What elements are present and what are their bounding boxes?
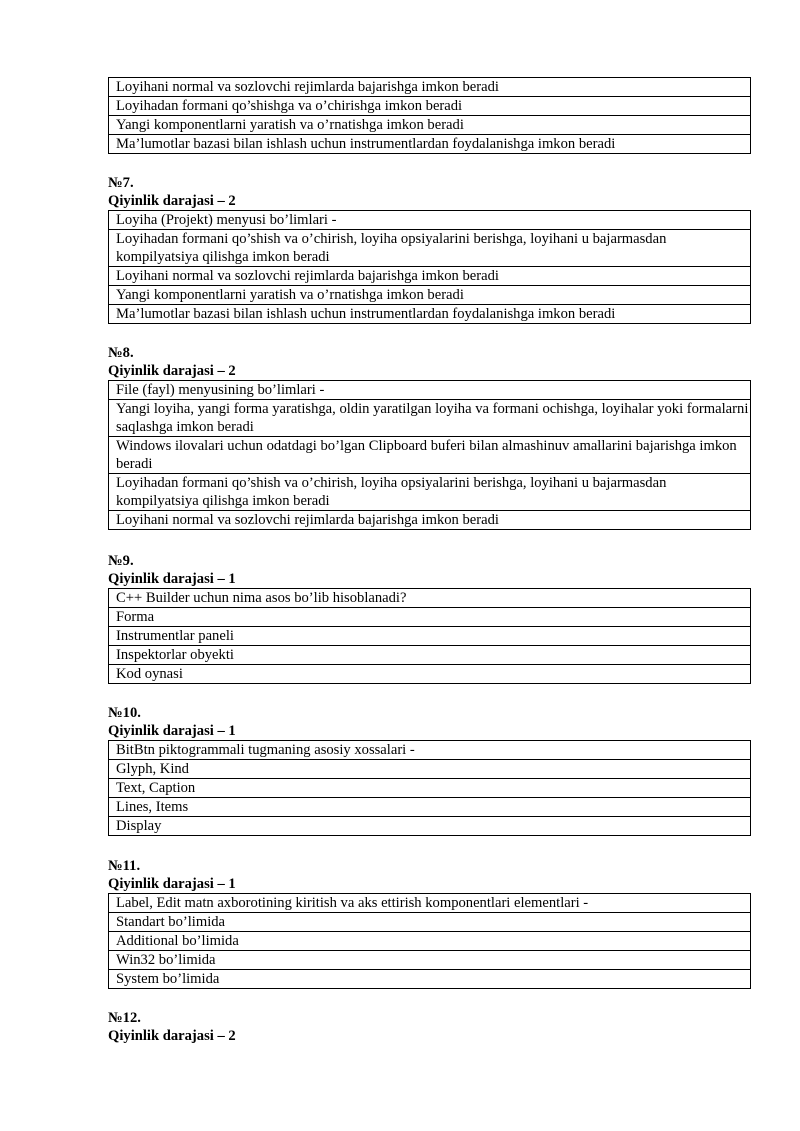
answer-cell: Loyihani normal va sozlovchi rejimlarda bajarishga imkon beradi xyxy=(109,78,751,97)
table-row xyxy=(109,305,751,324)
question-number: №12. xyxy=(108,1010,141,1026)
difficulty-level: Qiyinlik darajasi – 2 xyxy=(108,363,236,379)
answer-cell: Additional bo’limida xyxy=(109,932,751,951)
answer-cell: Forma xyxy=(109,608,751,627)
question-9 xyxy=(108,552,751,684)
difficulty-level: Qiyinlik darajasi – 1 xyxy=(108,723,236,739)
question-number: №11. xyxy=(108,858,141,874)
question-text: C++ Builder uchun nima asos bo’lib hisoblanadi? xyxy=(109,589,751,608)
answer-cell: Yangi komponentlarni yaratish va o’rnatishga imkon beradi xyxy=(109,286,751,305)
table-row xyxy=(109,779,751,798)
answer-cell: Loyihadan formani qo’shish va o’chirish, loyiha opsiyalarini berishga, loyihani u bajarmasdan kompilyatsiya qilishga imkon beradi xyxy=(109,474,751,511)
table-row xyxy=(109,894,751,913)
table-row xyxy=(109,913,751,932)
table-row xyxy=(109,381,751,400)
answer-cell: Inspektorlar obyekti xyxy=(109,646,751,665)
difficulty-level: Qiyinlik darajasi – 1 xyxy=(108,876,236,892)
table-row xyxy=(109,817,751,836)
table-row xyxy=(109,589,751,608)
answer-cell: Instrumentlar paneli xyxy=(109,627,751,646)
table-row xyxy=(109,760,751,779)
answer-cell: Text, Caption xyxy=(109,779,751,798)
answer-cell: Yangi komponentlarni yaratish va o’rnatishga imkon beradi xyxy=(109,116,751,135)
answer-cell: Windows ilovalari uchun odatdagi bo’lgan Clipboard buferi bilan almashinuv amallarini bajarishga imkon beradi xyxy=(109,437,751,474)
question-number: №10. xyxy=(108,705,141,721)
question-number: №7. xyxy=(108,175,134,191)
question-12 xyxy=(108,1009,751,1045)
table-row xyxy=(109,646,751,665)
answer-cell: Loyihadan formani qo’shishga va o’chirishga imkon beradi xyxy=(109,97,751,116)
answer-table xyxy=(108,77,751,154)
table-row xyxy=(109,267,751,286)
table-row xyxy=(109,230,751,267)
table-row xyxy=(109,970,751,989)
difficulty-level: Qiyinlik darajasi – 2 xyxy=(108,193,236,209)
question-text: BitBtn piktogrammali tugmaning asosiy xossalari - xyxy=(109,741,751,760)
table-row xyxy=(109,211,751,230)
difficulty-level: Qiyinlik darajasi – 2 xyxy=(108,1028,236,1044)
question-11 xyxy=(108,857,751,989)
question-text: File (fayl) menyusining bo’limlari - xyxy=(109,381,751,400)
table-row xyxy=(109,511,751,530)
question-number: №9. xyxy=(108,553,134,569)
table-row xyxy=(109,97,751,116)
table-row xyxy=(109,798,751,817)
table-row xyxy=(109,116,751,135)
answer-cell: System bo’limida xyxy=(109,970,751,989)
answer-cell: Display xyxy=(109,817,751,836)
question-10 xyxy=(108,704,751,836)
answer-cell: Kod oynasi xyxy=(109,665,751,684)
table-row xyxy=(109,951,751,970)
table-row xyxy=(109,932,751,951)
table-row xyxy=(109,474,751,511)
table-row xyxy=(109,78,751,97)
question-number: №8. xyxy=(108,345,134,361)
answer-cell: Yangi loyiha, yangi forma yaratishga, oldin yaratilgan loyiha va formani ochishga, loyihalar yoki formalarni saqlashga imkon beradi xyxy=(109,400,751,437)
question-table xyxy=(108,893,751,989)
answer-cell: Glyph, Kind xyxy=(109,760,751,779)
table-row xyxy=(109,400,751,437)
table-row xyxy=(109,135,751,154)
table-row xyxy=(109,741,751,760)
table-row xyxy=(109,665,751,684)
answer-cell: Loyihadan formani qo’shish va o’chirish, loyiha opsiyalarini berishga, loyihani u bajarmasdan kompilyatsiya qilishga imkon beradi xyxy=(109,230,751,267)
answer-cell: Loyihani normal va sozlovchi rejimlarda bajarishga imkon beradi xyxy=(109,511,751,530)
question-7 xyxy=(108,174,751,324)
answer-cell: Loyihani normal va sozlovchi rejimlarda bajarishga imkon beradi xyxy=(109,267,751,286)
question-text: Loyiha (Projekt) menyusi bo’limlari - xyxy=(109,211,751,230)
table-row xyxy=(109,437,751,474)
question-8 xyxy=(108,344,751,530)
table-row xyxy=(109,608,751,627)
answer-cell: Standart bo’limida xyxy=(109,913,751,932)
question-table xyxy=(108,588,751,684)
answer-cell: Lines, Items xyxy=(109,798,751,817)
table-row xyxy=(109,627,751,646)
answer-cell: Win32 bo’limida xyxy=(109,951,751,970)
answer-cell: Ma’lumotlar bazasi bilan ishlash uchun instrumentlardan foydalanishga imkon beradi xyxy=(109,135,751,154)
table-row xyxy=(109,286,751,305)
question-table xyxy=(108,380,751,530)
question-text: Label, Edit matn axborotining kiritish va aks ettirish komponentlari elementlari - xyxy=(109,894,751,913)
answer-cell: Ma’lumotlar bazasi bilan ishlash uchun instrumentlardan foydalanishga imkon beradi xyxy=(109,305,751,324)
difficulty-level: Qiyinlik darajasi – 1 xyxy=(108,571,236,587)
question-table xyxy=(108,740,751,836)
question-6-continuation xyxy=(108,77,751,154)
question-table xyxy=(108,210,751,324)
